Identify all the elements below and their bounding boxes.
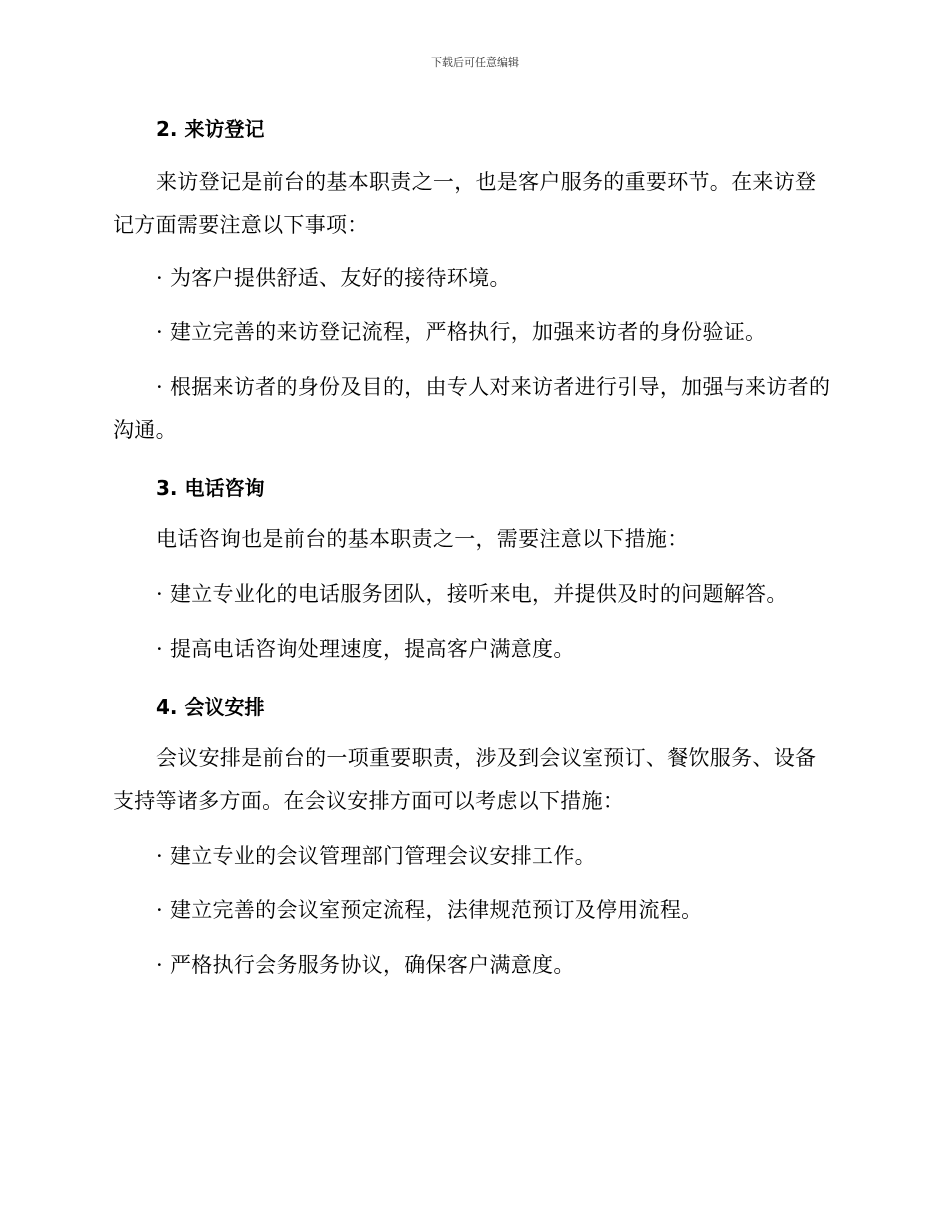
section-intro-meeting-arrangement: 会议安排是前台的一项重要职责，涉及到会议室预订、餐饮服务、设备支持等诸多方面。在会议安排方面可以考虑以下措施： [113,746,817,813]
section-intro-phone-inquiry: 电话咨询也是前台的基本职责之一，需要注意以下措施： [156,527,689,551]
section-intro-visitor-registration: 来访登记是前台的基本职责之一，也是客户服务的重要环节。在来访登记方面需要注意以下事项： [113,170,817,237]
header-note: 下载后可任意编辑 [431,56,519,69]
bullet-item: · 建立专业化的电话服务团队，接听来电，并提供及时的问题解答。 [156,582,788,606]
bullet-item: · 严格执行会务服务协议，确保客户满意度。 [156,953,575,977]
bullet-item: · 根据来访者的身份及目的，由专人对来访者进行引导，加强与来访者的沟通。 [113,375,831,442]
section-heading-meeting-arrangement: 4. 会议安排 [156,695,265,719]
bullet-item: · 建立完善的来访登记流程，严格执行，加强来访者的身份验证。 [156,320,767,344]
bullet-item: · 提高电话咨询处理速度，提高客户满意度。 [156,637,575,661]
bullet-item: · 为客户提供舒适、友好的接待环境。 [156,266,511,290]
bullet-item: · 建立专业的会议管理部门管理会议安排工作。 [156,844,596,868]
bullet-item: · 建立完善的会议室预定流程，法律规范预订及停用流程。 [156,898,703,922]
section-heading-phone-inquiry: 3. 电话咨询 [156,476,265,500]
section-heading-visitor-registration: 2. 来访登记 [156,117,265,141]
